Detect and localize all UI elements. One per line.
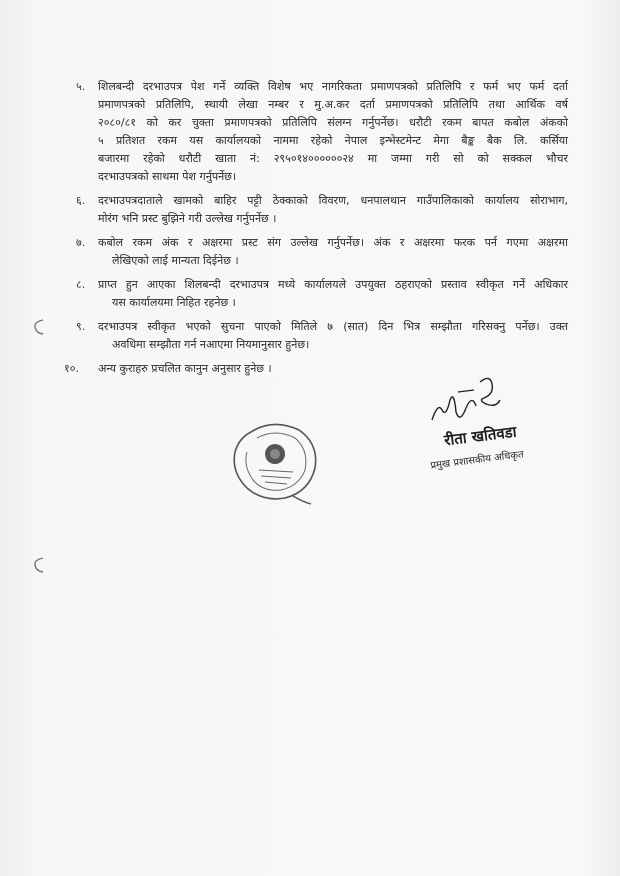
clause-number: ९. bbox=[76, 320, 86, 333]
punch-hole-mark bbox=[32, 556, 46, 574]
clause-line: यस कार्यालयमा निहित रहनेछ । bbox=[112, 296, 236, 309]
signature-block bbox=[420, 372, 570, 482]
office-seal-stamp bbox=[223, 418, 323, 508]
clause-9 bbox=[76, 318, 568, 354]
clause-line: कबोल रकम अंक र अक्षरमा प्रस्ट संग उल्लेख गर्नुपर्नेछ। अंक र अक्षरमा फरक पर्न गएमा अक्षरमा bbox=[98, 236, 568, 249]
signatory-name: रीता खतिवडा bbox=[443, 422, 518, 450]
clause-line: अवधिमा सम्झौता गर्न नआएमा नियमानुसार हुनेछ। bbox=[112, 338, 310, 351]
clause-line: शिलबन्दी दरभाउपत्र पेश गर्ने व्यक्ति विशेष भए नागरिकता प्रमाणपत्रको प्रतिलिपि र फर्म भए फर्म दर्ता bbox=[98, 80, 568, 93]
clause-5 bbox=[76, 78, 568, 186]
clause-line: दरभाउपत्रको साथमा पेश गर्नुपर्नेछ। bbox=[98, 170, 237, 183]
clause-line: दरभाउपत्रदाताले खामको बाहिर पट्टी ठेक्काको विवरण, धनपालथान गाउँपालिकाको कार्यालय सोराभाग, bbox=[98, 194, 568, 207]
clause-line: अन्य कुराहरु प्रचलित कानुन अनुसार हुनेछ । bbox=[98, 362, 272, 375]
clause-number: ६. bbox=[76, 194, 86, 207]
clause-line: मोरंग भनि प्रस्ट बुझिने गरी उल्लेख गर्नुपर्नेछ । bbox=[98, 212, 277, 225]
clause-6 bbox=[76, 192, 568, 228]
clause-line: प्रमाणपत्रको प्रतिलिपि, स्थायी लेखा नम्बर र मु.अ.कर दर्ता प्रमाणपत्रको प्रतिलिपि तथा आर्थिक वर्ष bbox=[98, 98, 568, 111]
terms-list bbox=[64, 78, 568, 384]
clause-line: २०८०/८१ को कर चुक्ता प्रमाणपत्रको प्रतिलिपि संलग्न गर्नुपर्नेछ। धरौटी रकम बापत कबोल अंकको bbox=[98, 116, 568, 129]
clause-7 bbox=[76, 234, 568, 270]
clause-line: दरभाउपत्र स्वीकृत भएको सुचना पाएको मितिले ७ (सात) दिन भित्र सम्झौता गरिसक्नु पर्नेछ। उक्त bbox=[98, 320, 568, 333]
clause-line: ५ प्रतिशत रकम यस कार्यालयको नाममा रहेको नेपाल इन्भेस्टमेन्ट मेगा बैङ्क बैक लि. कर्सिया bbox=[98, 134, 568, 147]
clause-line: प्राप्त हुन आएका शिलबन्दी दरभाउपत्र मध्ये कार्यालयले उपयुक्त ठहराएको प्रस्ताव स्वीकृत गर्ने अधिकार bbox=[98, 278, 568, 291]
clause-line: बजारमा रहेको धरौटी खाता नं: २९५०१४००००००२४ मा जम्मा गरी सो को सक्कल भौचर bbox=[98, 152, 568, 165]
clause-number: ८. bbox=[76, 278, 86, 291]
clause-line: लेखिएको लाई मान्यता दिईनेछ । bbox=[112, 254, 239, 267]
clause-number: ७. bbox=[76, 236, 86, 249]
punch-hole-mark bbox=[32, 318, 46, 336]
clause-number: ५. bbox=[76, 80, 86, 93]
clause-number: १०. bbox=[64, 362, 79, 375]
clause-8 bbox=[76, 276, 568, 312]
signatory-title: प्रमुख प्रशासकीय अधिकृत bbox=[429, 449, 525, 472]
